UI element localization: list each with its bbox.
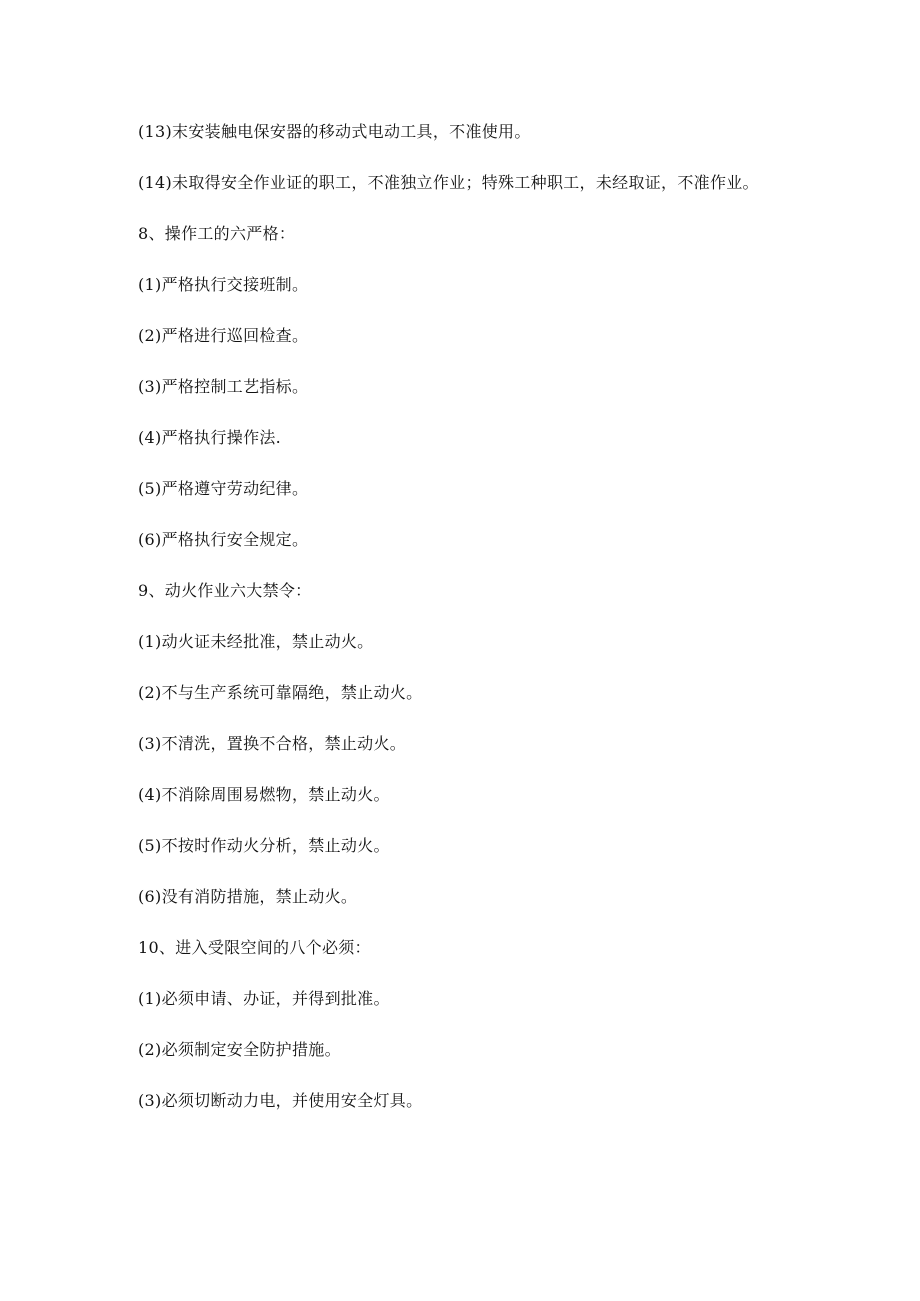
list-item: (2)严格进行巡回检查。 (138, 326, 309, 345)
list-item: (1)必须申请、办证，并得到批准。 (138, 989, 390, 1008)
list-item: (4)严格执行操作法. (138, 428, 282, 447)
list-item: (5)不按时作动火分析，禁止动火。 (138, 836, 390, 855)
document-body (138, 120, 778, 1140)
section-heading-8: 8、操作工的六严格： (138, 224, 296, 243)
list-item: (5)严格遵守劳动纪律。 (138, 479, 309, 498)
list-item: (2)必须制定安全防护措施。 (138, 1040, 341, 1059)
section-heading-9: 9、动火作业六大禁令： (138, 581, 312, 600)
list-item: (3)严格控制工艺指标。 (138, 377, 309, 396)
list-item: (6)严格执行安全规定。 (138, 530, 309, 549)
list-item: (3)必须切断动力电，并使用安全灯具。 (138, 1091, 423, 1110)
list-item: (3)不清洗，置换不合格，禁止动火。 (138, 734, 407, 753)
list-item: (1)严格执行交接班制。 (138, 275, 309, 294)
list-item: (2)不与生产系统可靠隔绝，禁止动火。 (138, 683, 423, 702)
paragraph-item-13: (13)末安装触电保安器的移动式电动工具，不准使用。 (138, 122, 531, 141)
list-item: (4)不消除周围易燃物，禁止动火。 (138, 785, 390, 804)
section-heading-10: 10、进入受限空间的八个必须： (138, 938, 371, 957)
paragraph-item-14: (14)未取得安全作业证的职工，不准独立作业；特殊工种职工，未经取证，不准作业。 (138, 173, 759, 192)
list-item: (6)没有消防措施，禁止动火。 (138, 887, 358, 906)
list-item: (1)动火证未经批准，禁止动火。 (138, 632, 374, 651)
